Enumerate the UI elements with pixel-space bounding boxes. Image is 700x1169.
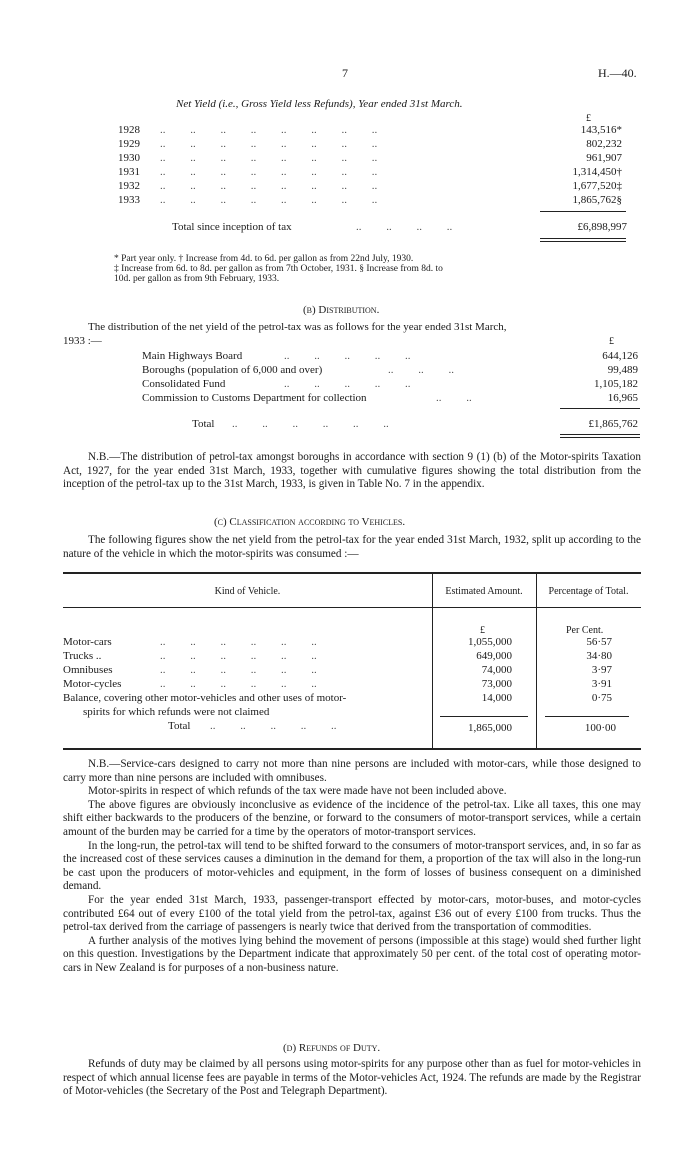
table-top-rule	[63, 572, 641, 574]
yield-year: 1930	[118, 152, 140, 164]
yield-footnote: 10d. per gallon as from 9th February, 1933.	[114, 274, 280, 284]
yield-year: 1932	[118, 180, 140, 192]
distribution-value: 16,965	[607, 392, 638, 404]
vehicle-kind: Trucks ..	[63, 650, 102, 662]
subtotal-rule	[540, 211, 626, 212]
classification-total-percent: 100·00	[584, 722, 616, 734]
leader-dots: .. .. .. .. .. .. .. ..	[160, 138, 378, 150]
leader-dots: .. .. .. .. .. .. .. ..	[160, 166, 378, 178]
header-rule	[63, 607, 641, 608]
yield-footnote: * Part year only. † Increase from 4d. to 6d. per gallon as from 22nd July, 1930.	[114, 254, 414, 264]
vehicle-percent: 56·57	[586, 636, 612, 648]
leader-dots: .. .. .. .. .. ..	[160, 678, 317, 690]
distribution-label: Boroughs (population of 6,000 and over)	[142, 364, 323, 376]
yield-value: 802,232	[586, 138, 622, 150]
distribution-value: 644,126	[602, 350, 638, 362]
subtotal-rule	[545, 716, 629, 717]
percentage-unit: Per Cent.	[566, 625, 604, 636]
vehicle-kind-continued: spirits for which refunds were not claimed	[83, 706, 270, 718]
leader-dots: .. .. .. .. .. ..	[232, 418, 389, 430]
distribution-label: Consolidated Fund	[142, 378, 226, 390]
subtotal-rule	[440, 716, 528, 717]
body-text	[63, 758, 641, 976]
leader-dots: .. .. .. .. ..	[210, 720, 337, 732]
distribution-value: 99,489	[607, 364, 638, 376]
distribution-currency-symbol: £	[609, 336, 614, 347]
paragraph: N.B.—Service-cars designed to carry not more than nine persons are included with motor-cars, while those designed to carry more than nine persons are included with omnibuses.	[63, 758, 641, 784]
distribution-nb-paragraph: N.B.—The distribution of petrol-tax amongst boroughs in accordance with section 9 (1) (b) of the Motor-spirits Taxation Act, 1927, for the year ended 31st March, 1933, together with cumulative figures showing the total distribution from the inception of the petrol-tax up to the 31st March, 1933, is given in Table No. 7 in the appendix.	[63, 451, 641, 491]
vehicle-amount: 73,000	[481, 678, 512, 690]
yield-value: 1,677,520‡	[572, 180, 622, 192]
leader-dots: .. .. .. .. .. .. .. ..	[160, 194, 378, 206]
leader-dots: .. .. .. ..	[356, 221, 453, 233]
classification-intro: The following figures show the net yield from the petrol-tax for the year ended 31st March, 1932, split up according to the nature of the vehicle in which the motor-spirits was consumed :—	[63, 534, 641, 560]
vehicle-percent: 34·80	[586, 650, 612, 662]
document-reference: H.—40.	[598, 66, 637, 80]
classification-heading: (c) Classification according to Vehicles.	[214, 516, 406, 528]
paragraph: A further analysis of the motives lying behind the movement of persons (impossible at this stage) would shed further light on this question. Investigations by the Department indicate that approximately 50 per cent. of the total cost of operating motor-cars in New Zealand is for purposes of a non-business nature.	[63, 934, 641, 974]
leader-dots: .. .. .. .. .. .. .. ..	[160, 152, 378, 164]
yield-footnote: ‡ Increase from 6d. to 8d. per gallon as from 7th October, 1931. § Increase from 8d. to	[114, 264, 443, 274]
yield-total-value: £6,898,997	[577, 221, 627, 233]
paragraph: Motor-spirits in respect of which refunds of the tax were made have not been included above.	[88, 785, 507, 798]
distribution-intro: 1933 :—	[63, 335, 102, 347]
yield-year: 1931	[118, 166, 140, 178]
vehicle-amount: 649,000	[476, 650, 512, 662]
vehicle-percent: 3·97	[591, 664, 612, 676]
yield-year: 1933	[118, 194, 140, 206]
vehicle-kind: Motor-cycles	[63, 678, 122, 690]
yield-year: 1929	[118, 138, 140, 150]
table-bottom-rule	[63, 748, 641, 750]
vehicle-amount: 74,000	[481, 664, 512, 676]
leader-dots: .. .. .. .. .. .. .. ..	[160, 124, 378, 136]
distribution-label: Main Highways Board	[142, 350, 243, 362]
column-header-percentage: Percentage of Total.	[548, 586, 629, 597]
subtotal-rule	[560, 408, 640, 409]
yield-value: 1,865,762§	[572, 194, 622, 206]
paragraph: For the year ended 31st March, 1933, passenger-transport effected by motor-cars, motor-buses, and motor-cycles contributed £64 out of every £100 of the total yield from the petrol-tax, against £36 out of every £100 from trucks. Thus the petrol-tax derived from the carriage of passengers is nearly twice that derived from the transportation of commodities.	[63, 893, 641, 934]
classification-total-amount: 1,865,000	[468, 722, 512, 734]
vehicle-amount: 14,000	[481, 692, 512, 704]
refunds-paragraph: Refunds of duty may be claimed by all persons using motor-spirits for any purpose other than as fuel for motor-vehicles in respect of which annual license fees are payable in terms of the Motor-vehicles Act, 1924. The refunds are made by the Registrar of Motor-vehicles (the Secretary of the Post and Telegraph Department).	[63, 1058, 641, 1098]
vehicle-percent: 3·91	[591, 678, 612, 690]
distribution-intro: The distribution of the net yield of the petrol-tax was as follows for the year ended 31st March,	[88, 321, 507, 333]
yield-currency-symbol: £	[586, 113, 591, 124]
yield-table-title: Net Yield (i.e., Gross Yield less Refunds), Year ended 31st March.	[176, 98, 463, 110]
vehicle-kind: Omnibuses	[63, 664, 113, 676]
leader-dots: .. .. .. .. .. .. .. ..	[160, 180, 378, 192]
column-header-kind: Kind of Vehicle.	[214, 586, 281, 597]
vehicle-amount: 1,055,000	[468, 636, 512, 648]
distribution-label: Commission to Customs Department for collection	[142, 392, 367, 404]
distribution-total-value: £1,865,762	[588, 418, 638, 430]
total-double-rule	[560, 437, 640, 438]
yield-value: 1,314,450†	[572, 166, 622, 178]
vehicle-percent: 0·75	[591, 692, 612, 704]
leader-dots: .. .. .. .. ..	[284, 378, 411, 390]
total-double-rule	[540, 238, 626, 239]
refunds-heading: (d) Refunds of Duty.	[283, 1042, 381, 1054]
paragraph: In the long-run, the petrol-tax will tend to be shifted forward to the consumers of motor-transport services, and, in so far as the increased cost of these services causes a diminution in the demand for them, a proportion of the tax will also in the long-run be cast upon the producers of motor-vehicles and equipment, in the form of losses of business consequent on a diminished demand.	[63, 839, 641, 893]
distribution-total-label: Total	[192, 418, 215, 430]
leader-dots: .. .. ..	[388, 364, 454, 376]
total-double-rule	[560, 434, 640, 435]
page-number: 7	[342, 66, 348, 80]
yield-year: 1928	[118, 124, 140, 136]
vehicle-kind: Motor-cars	[63, 636, 112, 648]
leader-dots: .. .. .. .. ..	[284, 350, 411, 362]
total-double-rule	[540, 241, 626, 242]
column-header-amount: Estimated Amount.	[445, 586, 523, 597]
classification-total-label: Total	[168, 720, 191, 732]
vehicle-kind: Balance, covering other motor-vehicles and other uses of motor-	[63, 692, 347, 704]
leader-dots: .. ..	[436, 392, 472, 404]
distribution-value: 1,105,182	[594, 378, 638, 390]
paragraph: The above figures are obviously inconclusive as evidence of the incidence of the petrol-tax. Like all taxes, this one may shift either backwards to the producers of the benzine, or forward to the consumers of motor-transport services, while a certain amount of the burden may be carried for a time by the operators of motor-transport services.	[63, 798, 641, 838]
leader-dots: .. .. .. .. .. ..	[160, 664, 317, 676]
yield-value: 961,907	[586, 152, 622, 164]
yield-value: 143,516*	[580, 124, 622, 136]
leader-dots: .. .. .. .. .. ..	[160, 636, 317, 648]
leader-dots: .. .. .. .. .. ..	[160, 650, 317, 662]
distribution-heading: (b) Distribution.	[303, 304, 380, 316]
amount-unit: £	[480, 625, 485, 636]
yield-total-label: Total since inception of tax	[172, 221, 292, 233]
